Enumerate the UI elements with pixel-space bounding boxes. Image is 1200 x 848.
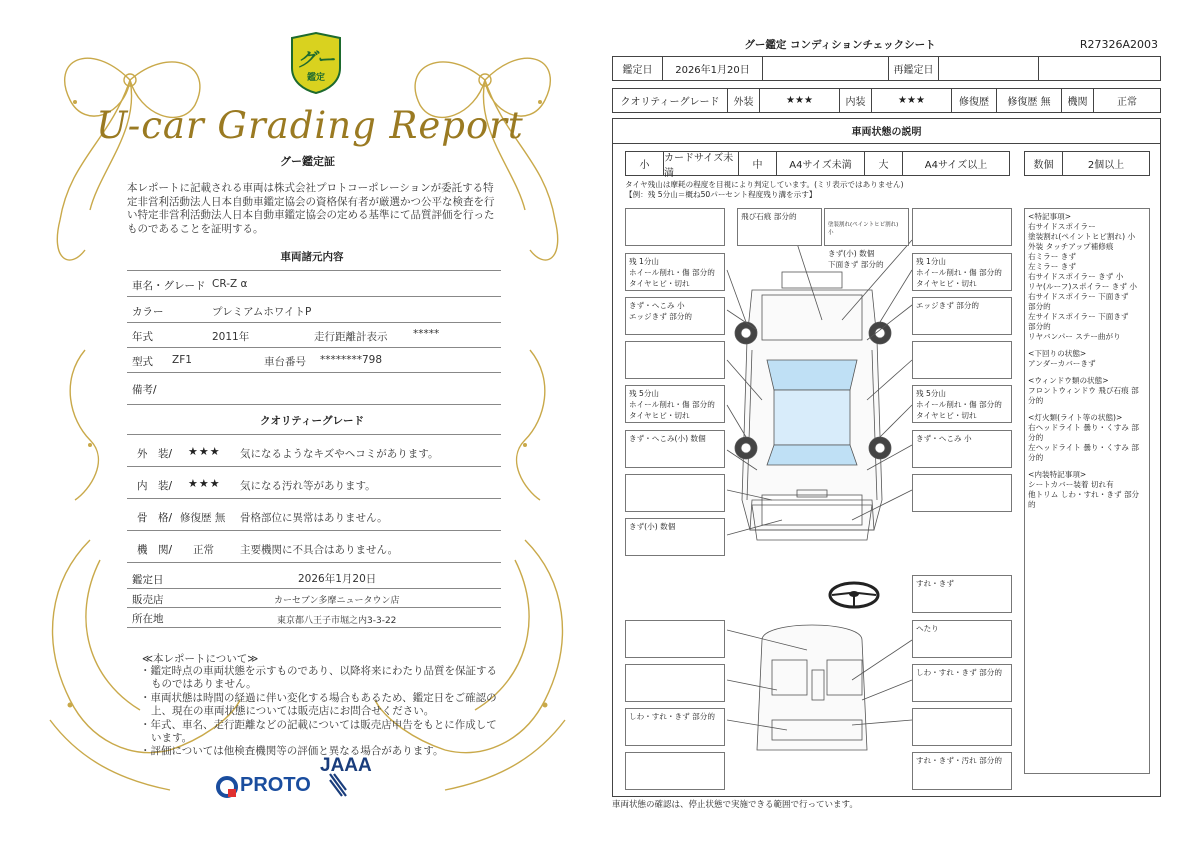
remark-line: 部分的 [1028,322,1051,331]
repair-label: 修復歴 [952,89,997,112]
annotation-steering: すれ・きず [912,575,1012,613]
redate-value [939,57,1039,80]
remark-line: シートカバー装着 切れ有 [1028,480,1114,489]
divider [127,607,501,608]
size-small-label: 小 [626,152,664,175]
interior-stars: ★★★ [188,477,221,490]
annotation-int-bottom: すれ・きず・汚れ 部分的 [912,752,1012,790]
remark-group [1028,349,1146,369]
remark-line: 左ヘッドライト 曇り・くすみ 部分的 [1028,443,1139,462]
remark-line: 左サイドスポイラー 下面きず [1028,312,1129,321]
note-item: ・車両状態は時間の経過に伴い変化する場合もあるため、鑑定日をご確認の上、現在の車両状態については販売店にお問合せください。 [140,691,497,718]
annotation-rr-tire: 残 5分山 ホイール削れ・傷 部分的 タイヤヒビ・切れ [912,385,1012,423]
badge-text: グー [296,49,335,71]
annotation-box [912,474,1012,512]
script-title: U-car Grading Report [96,104,524,147]
annotation-front-right [824,208,909,269]
annotation-right-front: エッジきず 部分的 [912,297,1012,335]
note-item: ・鑑定時点の車両状態を示すものであり、以降将来にわたり品質を保証するものではありません。 [140,665,497,691]
redate-label: 再鑑定日 [889,57,939,80]
shop-label: 販売店 [132,594,164,606]
annotation-box [912,341,1012,379]
engine-value: 正常 [193,544,214,556]
remark-group [1028,212,1146,342]
color-value: プレミアムホワイトP [212,306,312,318]
interior-text: 気になる汚れ等があります。 [240,480,376,492]
divider [127,404,501,405]
remark-group [1028,413,1146,463]
notes-title: ≪本レポートについて≫ [142,653,259,665]
shop-value: カーセブン多摩ニュータウン店 [274,596,400,606]
remark-line: 右サイドスポイラー きず 小 [1028,272,1124,281]
divider [127,372,501,373]
frame-value: 修復歴 無 [180,512,226,524]
annotation-right-rear: きず・へこみ 小 [912,430,1012,468]
divider [127,270,501,271]
exterior-label: 外装 [728,89,760,112]
size-large-desc: A4サイズ以上 [924,160,988,171]
exterior-stars: ★★★ [188,445,221,458]
note-item: ・評価については他検査機関等の評価と異なる場合があります。 [140,745,444,758]
remark-group [1028,376,1146,406]
divider [127,562,501,563]
date-row [612,56,1161,81]
date-label: 鑑定日 [613,57,663,80]
grading-certificate [30,20,585,835]
divider [127,498,501,499]
repair-value: 修復歴 無 [997,89,1062,112]
size-large-label: 大 [865,152,903,175]
count-legend [1024,151,1150,176]
remark-line: 部分的 [1028,302,1051,311]
remarks-label: 備考/ [132,384,157,396]
annotation-box [625,474,725,512]
quality-row [612,88,1161,113]
tire-note-line: タイヤ残山は摩耗の程度を目視により判定しています。(ミリ表示ではありません) [625,180,904,189]
front-right-small-text: 塗装割れ(ペイントヒビ割れ) 小 [828,222,899,236]
remark-line: 右サイドスポイラー 下面きず [1028,292,1129,301]
tire-note [625,180,1025,200]
color-label: カラー [132,306,164,318]
annotation-box [625,341,725,379]
divider [127,627,501,628]
section-title: 車両状態の説明 [612,118,1161,144]
annotation-seat: へたり [912,620,1012,658]
divider [127,434,501,435]
remark-title: <灯火類(ライト等の状態)> [1028,413,1123,422]
mileage-value: ***** [413,328,440,340]
divider [127,530,501,531]
size-medium-desc: A4サイズ未満 [777,152,865,175]
remark-line: 塗装割れ(ペイントヒビ割れ) 小 [1028,232,1136,241]
interior-label: 内 装/ [137,480,173,492]
remark-line: 左ミラー きず [1028,262,1076,271]
date-value: 2026年1月20日 [663,57,763,80]
redate-blank [1039,57,1160,80]
proto-logo: PROTO [240,774,311,796]
spec-title: 車両諸元内容 [280,251,344,263]
name-label: 車名・グレード [132,280,206,292]
count-desc: 2個以上 [1087,160,1125,171]
divider [127,588,501,589]
model-value: ZF1 [172,354,192,366]
exterior-text: 気になるようなキズやヘコミがあります。 [240,448,439,460]
annotation-box [625,752,725,790]
divider [127,296,501,297]
remark-group [1028,470,1146,510]
mileage-label: 走行距離計表示 [314,331,388,343]
remark-title: <ウィンドウ類の状態> [1028,376,1109,385]
quality-label: クオリティーグレード [613,89,728,112]
frame-label: 骨 格/ [137,512,173,524]
annotation-lr-tire: 残 5分山 ホイール削れ・傷 部分的 タイヤヒビ・切れ [625,385,725,423]
annotation-box [912,208,1012,246]
count-label: 数個 [1025,152,1063,175]
front-right-text: きず(小) 数個 下面きず 部分的 [828,249,884,269]
annotation-left-rear: きず・へこみ(小) 数個 [625,430,725,468]
divider [127,347,501,348]
name-value: CR-Z α [212,278,248,290]
year-value: 2011年 [212,331,250,343]
model-label: 型式 [132,356,153,368]
exterior-label: 外 装/ [137,448,173,460]
steering-wheel-icon [828,580,880,610]
chassis-label: 車台番号 [264,356,306,368]
remark-line: 他トリム しわ・すれ・きず 部分的 [1028,490,1140,509]
notes-list [140,665,500,759]
remark-line: 右サイドスポイラー [1028,222,1096,231]
quality-title: クオリティーグレード [260,415,364,427]
address-label: 所在地 [132,613,164,625]
size-legend [625,151,1010,179]
remark-line: アンダーカバーきず [1028,359,1096,368]
annotation-left-front: きず・へこみ 小 エッジきず 部分的 [625,297,725,335]
remark-line: 外装 タッチアップ補修痕 [1028,242,1114,251]
year-label: 年式 [132,331,153,343]
size-medium-label: 中 [739,152,777,175]
remark-title: <下回りの状態> [1028,349,1087,358]
annotation-int-left: しわ・すれ・きず 部分的 [625,708,725,746]
sheet-footer: 車両状態の確認は、停止状態で実施できる範囲で行っています。 [612,800,858,810]
interior-label: 内装 [840,89,872,112]
sheet-title: グー鑑定 コンディションチェックシート [744,39,936,51]
address-value: 東京都八王子市堀之内3-3-22 [277,616,397,626]
engine-label: 機 関/ [137,544,173,556]
sheet-id: R27326A2003 [1079,38,1158,51]
annotation-int-right: しわ・すれ・きず 部分的 [912,664,1012,702]
remark-title: <内装特記事項> [1028,470,1087,479]
tire-note-example: 【例：残 5分山＝概ね50パーセント程度残り溝を示す】 [625,190,817,199]
engine-value: 正常 [1117,97,1137,108]
annotation-rf-tire: 残 1分山 ホイール削れ・傷 部分的 タイヤヒビ・切れ [912,253,1012,291]
remark-line: リヤバンパー ステー曲がり [1028,332,1121,341]
exterior-stars: ★★★ [760,89,840,112]
remark-line: リヤ(ルーフ)スポイラー きず 小 [1028,282,1137,291]
annotation-box [912,708,1012,746]
interior-stars: ★★★ [872,89,952,112]
special-remarks [1024,208,1150,774]
proto-logo-icon [216,776,238,798]
annotation-box [625,664,725,702]
annotation-box [625,620,725,658]
remark-title: <特記事項> [1028,212,1072,221]
annotation-rear: きず(小) 数個 [625,518,725,556]
badge-subtext: 鑑定 [306,73,325,83]
date-label: 鑑定日 [132,574,164,586]
annotation-lf-tire: 残 1分山 ホイール削れ・傷 部分的 タイヤヒビ・切れ [625,253,725,291]
annotation-front-center: 飛び石痕 部分的 [737,208,822,246]
remark-line: 右ヘッドライト 曇り・くすみ 部分的 [1028,423,1139,442]
engine-text: 主要機関に不具合はありません。 [240,544,399,556]
frame-text: 骨格部位に異常はありません。 [240,512,388,524]
certificate-body: 本レポートに記載される車両は株式会社プロトコーポレーションが委託する特定非営利活動法人日本自動車鑑定協会の資格保有者が厳選かつ公平な検査を行い特定非営利活動法人日本自動車鑑定協会の定める基準にて品質評価を行ったものであることを証明する。 [127,182,495,235]
annotation-box [625,208,725,246]
size-small-desc: カードサイズ未満 [664,152,739,175]
note-item: ・年式、車名、走行距離などの記載については販売店申告をもとに作成しています。 [140,718,497,745]
engine-label: 機関 [1062,89,1094,112]
remark-line: 右ミラー きず [1028,252,1076,261]
certificate-subtitle: グー鑑定証 [280,155,335,168]
date-value: 2026年1月20日 [298,573,377,585]
date-blank [763,57,889,80]
divider [127,466,501,467]
chassis-value: ********798 [320,354,383,366]
jaaa-logo: JAAA [320,755,372,776]
divider [127,322,501,323]
remark-line: フロントウィンドウ 飛び石痕 部分的 [1028,386,1139,405]
